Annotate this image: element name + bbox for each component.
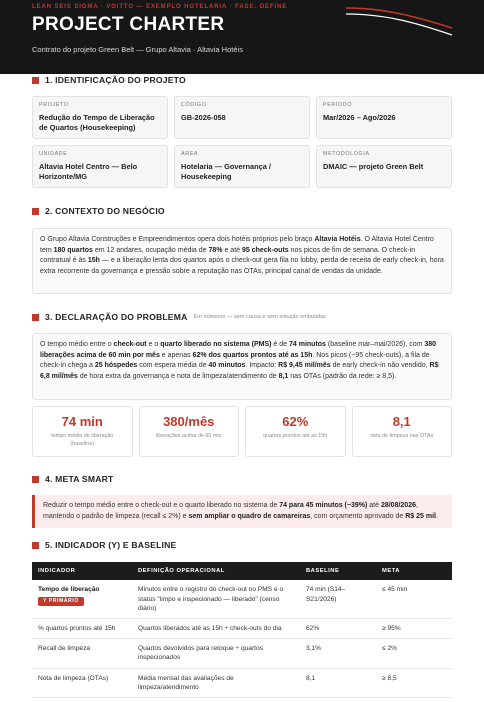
indicator-goal: ≤ 45 min (376, 580, 452, 618)
indicator-baseline: 74 min (S14–S21/2026) (300, 580, 376, 618)
col-header-meta: META (376, 562, 452, 580)
col-header-baseline: BASELINE (300, 562, 376, 580)
kpi-card (32, 406, 133, 457)
section-1-title: 1. IDENTIFICAÇÃO DO PROJETO (32, 74, 452, 86)
indicator-definition: Quartos liberados até as 15h ÷ check-outs do dia (132, 619, 300, 639)
table-header-row (32, 562, 452, 580)
section-3-title: 3. DECLARAÇÃO DO PROBLEMA Em números — sem causa e sem solução embutidas (32, 311, 452, 323)
table-row (32, 668, 452, 697)
primary-badge: Y PRIMÁRIO (38, 597, 84, 606)
kpi-value: 380/mês (163, 414, 215, 429)
indicator-baseline: 62% (300, 619, 376, 639)
business-context-text: O Grupo Altavia Construções e Empreendimentos opera dois hotéis próprios pelo braço Altavia Hotéis. O Altavia Hotel Centro tem 180 quartos em 12 andares, ocupação média de 78% e até 95 check-outs nos picos de fim de semana. O check-in contratual é às 15h — e a liberação lenta dos quartos após o check-out gera fila no lobby, perda de receita de early check-in, hora extra recorrente da governança e pressão sobre a reputação nas OTAs, principal canal de vendas da unidade. (32, 228, 452, 294)
field-area: ÁREA Hotelaria — Governança / Housekeeping (174, 145, 310, 188)
smart-goal-text: Reduzir o tempo médio entre o check-out e o quarto liberado no sistema de 74 para 45 minutos (−39%) até 28/08/2026, mantendo o padrão de limpeza (recall ≤ 2%) e sem ampliar o quadro de camareiras, com orçamento aprovado de R$ 25 mil. (32, 495, 452, 528)
table-row (32, 639, 452, 668)
section-marker-icon (32, 77, 39, 84)
header-band (0, 0, 484, 74)
indicator-name: Recall de limpeza (32, 639, 132, 668)
field-codigo: CÓDIGO GB-2026-058 (174, 96, 310, 139)
kpi-caption: liberações acima de 60 min (155, 433, 222, 440)
kpi-value: 8,1 (392, 414, 411, 429)
section-5-title: 5. INDICADOR (Y) E BASELINE (32, 539, 452, 551)
section-4-title: 4. META SMART (32, 473, 452, 485)
decorative-curve-icon (344, 2, 454, 38)
kpi-card (245, 406, 346, 457)
indicator-table (32, 562, 452, 698)
kpi-caption: quartos prontos até as 15h (263, 433, 328, 440)
kpi-card (139, 406, 240, 457)
field-unidade: UNIDADE Altavia Hotel Centro — Belo Horizonte/MG (32, 145, 168, 188)
header-kicker: LEAN SEIS SIGMA · VOITTO — EXEMPLO HOTELARIA · FASE: DEFINE (32, 4, 288, 10)
indicator-name: % quartos prontos até 15h (32, 619, 132, 639)
indicator-definition: Minutos entre o registro do check-out no PMS e o status "limpo e inspecionado — liberado" (censo diário) (132, 580, 300, 618)
section-2-title: 2. CONTEXTO DO NEGÓCIO (32, 205, 452, 217)
field-periodo: PERÍODO Mar/2026 – Ago/2026 (316, 96, 452, 139)
indicator-goal: ≤ 2% (376, 639, 452, 668)
table-row (32, 619, 452, 639)
problem-statement-text: O tempo médio entre o check-out e o quarto liberado no sistema (PMS) é de 74 minutos (baseline mar–mai/2026), com 380 liberações acima de 60 min por mês e apenas 62% dos quartos prontos até as 15h. Nos picos (~95 check-outs), a fila de check-in chega a 25 hóspedes com espera média de 40 minutos. Impacto: R$ 9,45 mil/mês de early check-in não vendido, R$ 6,8 mil/mês de hora extra da governança e nota de limpeza/atendimento de 8,1 nas OTAs (padrão da rede: ≥ 8,5). (32, 333, 452, 400)
indicator-goal: ≥ 95% (376, 619, 452, 639)
page-subtitle: Contrato do projeto Green Belt — Grupo Altavia · Altavia Hotéis (32, 44, 243, 54)
indicator-name: Tempo de liberação (38, 586, 100, 594)
table-row (32, 580, 452, 618)
field-metodologia: METODOLOGIA DMAIC — projeto Green Belt (316, 145, 452, 188)
kpi-caption: nota de limpeza nas OTAs (370, 433, 434, 440)
identification-grid-row-2 (32, 145, 452, 188)
section-marker-icon (32, 476, 39, 483)
identification-grid-row-1 (32, 96, 452, 139)
indicator-baseline: 8,1 (300, 668, 376, 697)
section-3-note: Em números — sem causa e sem solução embutidas (193, 314, 326, 321)
indicator-name: Nota de limpeza (OTAs) (32, 668, 132, 697)
indicator-definition: Quartos devolvidos para retoque ÷ quartos inspecionados (132, 639, 300, 668)
kpi-value: 62% (282, 414, 309, 429)
kpi-value: 74 min (61, 414, 103, 429)
page-title: PROJECT CHARTER (32, 13, 225, 35)
col-header-indicador: INDICADOR (32, 562, 132, 580)
section-marker-icon (32, 314, 39, 321)
field-projeto: PROJETO Redução do Tempo de Liberação de Quartos (Housekeeping) (32, 96, 168, 139)
indicator-definition: Média mensal das avaliações de limpeza/atendimento (132, 668, 300, 697)
kpi-cards (32, 406, 452, 457)
section-marker-icon (32, 208, 39, 215)
indicator-baseline: 3,1% (300, 639, 376, 668)
section-marker-icon (32, 542, 39, 549)
col-header-definicao: DEFINIÇÃO OPERACIONAL (132, 562, 300, 580)
kpi-card (352, 406, 453, 457)
kpi-caption: tempo médio de liberação (baseline) (51, 433, 114, 447)
indicator-goal: ≥ 8,5 (376, 668, 452, 697)
